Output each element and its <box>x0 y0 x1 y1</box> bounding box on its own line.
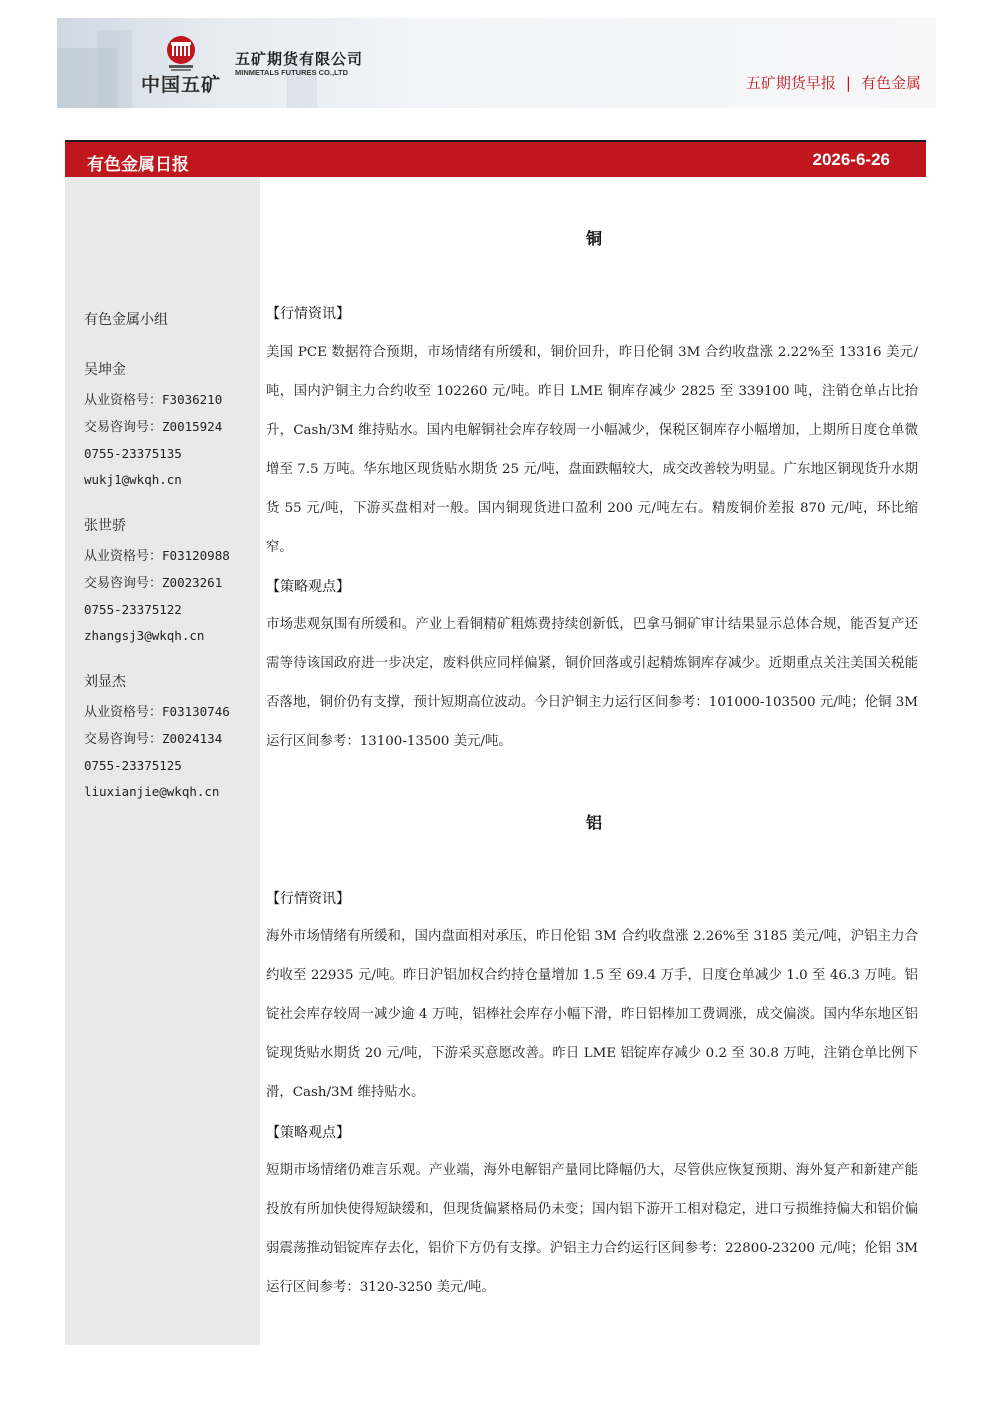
market-news-label: 【行情资讯】 <box>266 891 350 907</box>
qualification-label: 从业资格号： <box>84 705 163 720</box>
page-header <box>57 18 936 108</box>
consult-label: 交易咨询号： <box>84 732 163 747</box>
consult-number: Z0015924 <box>162 419 223 434</box>
analyst-consult <box>84 726 230 753</box>
header-bg-building <box>97 30 132 108</box>
qualification-number: F3036210 <box>162 392 223 407</box>
consult-label: 交易咨询号： <box>84 576 163 591</box>
market-news-label: 【行情资讯】 <box>266 306 350 322</box>
aluminium-strategy: 短期市场情绪仍难言乐观。产业端，海外电解铝产量同比降幅仍大，尽管供应恢复预期、海外复产和新建产能投放有所加快使得短缺缓和，但现货偏紧格局仍未变；国内铝下游开工相对稳定，进口亏损维持偏大和铝价偏弱震荡推动铝锭库存去化，铝价下方仍有支撑。沪铝主力合约运行区间参考：22800-23200 元/吨；伦铝 3M 运行区间参考：3120-3250 美元/吨。 <box>266 1163 918 1295</box>
analyst-qualification <box>84 699 230 726</box>
team-name: 有色金属小组 <box>84 312 168 328</box>
header-report-label <box>746 72 921 93</box>
analyst-email[interactable]: zhangsj3@wkqh.cn <box>84 628 205 643</box>
minmetals-emblem-icon <box>163 34 199 74</box>
analyst-email[interactable]: wukj1@wkqh.cn <box>84 472 182 487</box>
analyst-qualification <box>84 543 230 570</box>
analyst-card <box>84 671 230 805</box>
qualification-label: 从业资格号： <box>84 393 163 408</box>
qualification-number: F03130746 <box>162 704 230 719</box>
company-name-en: MINMETALS FUTURES CO.,LTD <box>235 68 349 77</box>
analyst-card <box>84 359 222 493</box>
analyst-sidebar <box>65 177 260 1345</box>
company-name-cn: 五矿期货有限公司 <box>235 50 364 68</box>
strategy-label: 【策略观点】 <box>266 579 350 595</box>
aluminium-market-news: 海外市场情绪有所缓和，国内盘面相对承压，昨日伦铝 3M 合约收盘涨 2.26%至 3185 美元/吨，沪铝主力合约收至 22935 元/吨。昨日沪铝加权合约持仓量增加 1.5 至 69.4 万手，日度仓单减少 1.0 至 46.3 万吨。铝锭社会库存较周一减少逾 4 万吨，铝棒社会库存小幅下滑，昨日铝棒加工费调涨，成交偏淡。国内华东地区铝锭现货贴水期货 20 元/吨，下游采买意愿改善。昨日 LME 铝锭库存减少 0.2 至 30.8 万吨，注销仓单比例下滑，Cash/3M 维持贴水。 <box>266 929 918 1100</box>
section-title-aluminium: 铝 <box>585 813 602 832</box>
analyst-email[interactable]: liuxianjie@wkqh.cn <box>84 784 220 799</box>
report-date: 2026-6-26 <box>812 150 890 169</box>
analyst-consult <box>84 414 222 441</box>
copper-strategy: 市场悲观氛围有所缓和。产业上看铜精矿粗炼费持续创新低，巴拿马铜矿审计结果显示总体合规，能否复产还需等待该国政府进一步决定，废料供应同样偏紧，铜价回落或引起精炼铜库存减少。近期重点关注美国关税能否落地，铜价仍有支撑，预计短期高位波动。今日沪铜主力运行区间参考：101000-103500 元/吨；伦铜 3M 运行区间参考：13100-13500 美元/吨。 <box>266 617 918 749</box>
section-title-copper: 铜 <box>585 229 602 248</box>
report-title: 有色金属日报 <box>87 155 189 175</box>
report-category: 有色金属 <box>860 74 921 92</box>
analyst-phone: 0755-23375135 <box>84 446 182 461</box>
analyst-qualification <box>84 387 222 414</box>
qualification-number: F03120988 <box>162 548 230 563</box>
analyst-name: 吴坤金 <box>84 362 126 378</box>
consult-label: 交易咨询号： <box>84 420 163 435</box>
analyst-consult <box>84 570 230 597</box>
analyst-phone: 0755-23375125 <box>84 758 182 773</box>
report-title-bar <box>65 140 926 177</box>
analyst-name: 刘显杰 <box>84 674 126 690</box>
header-separator: | <box>845 74 851 92</box>
analyst-phone: 0755-23375122 <box>84 602 182 617</box>
consult-number: Z0024134 <box>162 731 223 746</box>
copper-market-news: 美国 PCE 数据符合预期，市场情绪有所缓和，铜价回升，昨日伦铜 3M 合约收盘涨 2.22%至 13316 美元/吨，国内沪铜主力合约收至 102260 元/吨。昨日 LME 铜库存减少 2825 至 339100 吨，注销仓单占比抬升，Cash/3M 维持贴水。国内电解铜社会库存较周一小幅减少，保税区铜库存小幅增加，上期所日度仓单微增至 7.5 万吨。华东地区现货贴水期货 25 元/吨，盘面跌幅较大，成交改善较为明显。广东地区铜现货升水期货 55 元/吨，下游买盘相对一般。国内铜现货进口盈利 200 元/吨左右。精废铜价差报 870 元/吨，环比缩窄。 <box>266 345 918 555</box>
qualification-label: 从业资格号： <box>84 549 163 564</box>
report-series: 五矿期货早报 <box>745 74 836 92</box>
consult-number: Z0023261 <box>162 575 223 590</box>
logo-text: 中国五矿 <box>141 74 222 96</box>
strategy-label: 【策略观点】 <box>266 1125 350 1141</box>
analyst-card <box>84 515 230 649</box>
analyst-name: 张世骄 <box>84 518 126 534</box>
